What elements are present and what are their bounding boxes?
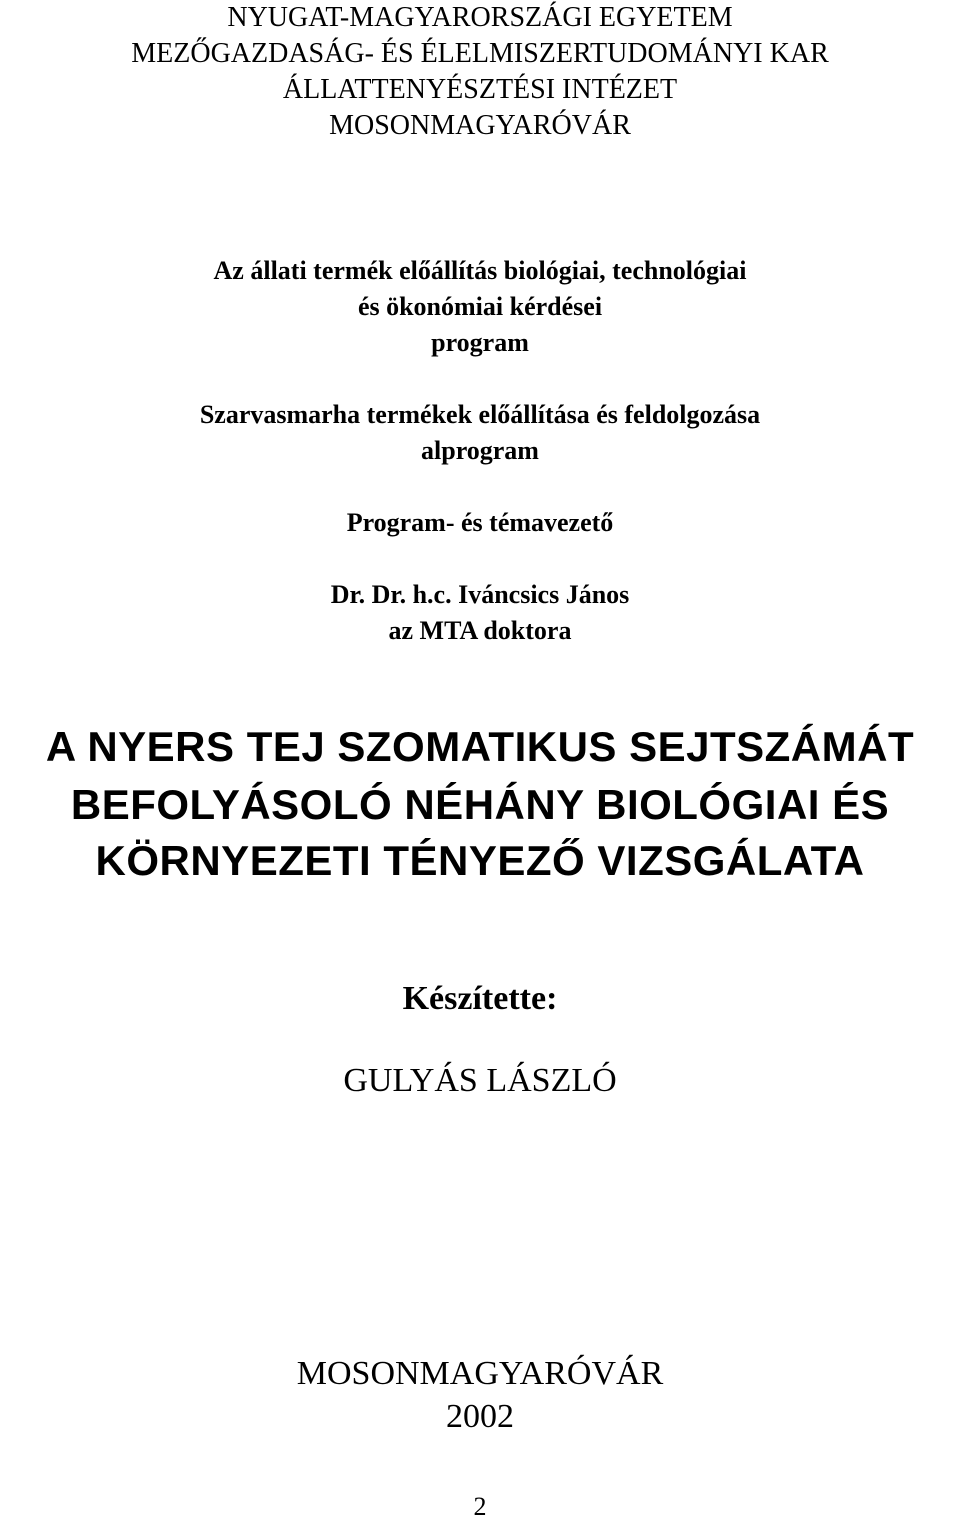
program-title-line-1: Az állati termék előállítás biológiai, technológiai — [213, 256, 747, 285]
institution-university: NYUGAT-MAGYARORSZÁGI EGYETEM — [227, 2, 733, 33]
leader-title: az MTA doktora — [388, 616, 572, 645]
thesis-title-line-2: BEFOLYÁSOLÓ NÉHÁNY BIOLÓGIAI ÉS — [70, 781, 890, 828]
thesis-title-line-1: A NYERS TEJ SZOMATIKUS SEJTSZÁMÁT — [45, 723, 915, 770]
leader-label: Program- és témavezető — [346, 508, 614, 537]
subprogram-label: alprogram — [421, 436, 539, 465]
institution-faculty: MEZŐGAZDASÁG- ÉS ÉLELMISZERTUDOMÁNYI KAR — [131, 38, 829, 69]
program-title-line-2: és ökonómiai kérdései — [357, 292, 603, 321]
author-name: GULYÁS LÁSZLÓ — [343, 1062, 617, 1099]
thesis-title-line-3: KÖRNYEZETI TÉNYEZŐ VIZSGÁLATA — [95, 837, 865, 884]
footer-year: 2002 — [446, 1398, 514, 1435]
institution-city: MOSONMAGYARÓVÁR — [329, 110, 631, 141]
leader-name: Dr. Dr. h.c. Iváncsics János — [330, 580, 630, 609]
program-label: program — [431, 328, 529, 357]
footer-city: MOSONMAGYARÓVÁR — [296, 1355, 664, 1392]
author-label: Készítette: — [402, 980, 558, 1017]
page-number: 2 — [473, 1492, 487, 1521]
subprogram-title: Szarvasmarha termékek előállítása és feldolgozása — [199, 400, 761, 429]
institution-department: ÁLLATTENYÉSZTÉSI INTÉZET — [282, 74, 678, 105]
